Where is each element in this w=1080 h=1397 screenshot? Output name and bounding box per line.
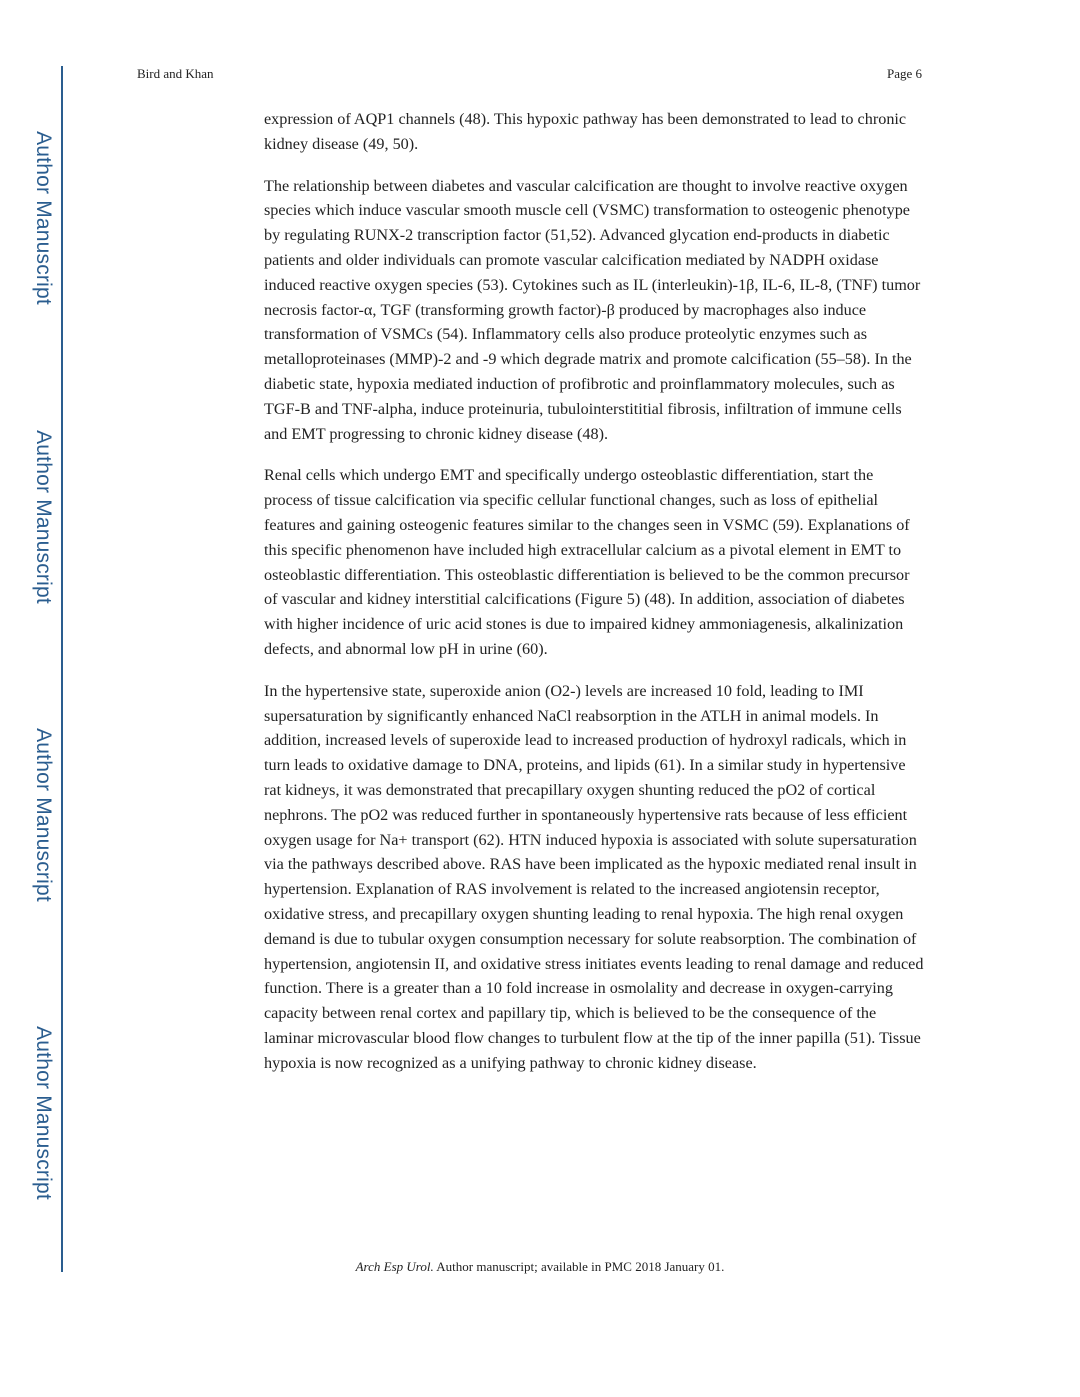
author-manuscript-label: Author Manuscript xyxy=(32,728,55,902)
sidebar-rule xyxy=(61,66,63,1272)
paragraph: The relationship between diabetes and vascular calcification are thought to involve reactive oxygen species which induce vascular smooth muscle cell (VSMC) transformation to osteogenic phenotype by regulating RUNX-2 transcription factor (51,52). Advanced glycation end-products in diabetic patients and older individuals can promote vascular calcification mediated by NADPH oxidase induced reactive oxygen species (53). Cytokines such as IL (interleukin)-1β, IL-6, IL-8, (TNF) tumor necrosis factor-α, TGF (transforming growth factor)-β produced by macrophages also induce transformation of VSMCs (54). Inflammatory cells also produce proteolytic enzymes such as metalloproteinases (MMP)-2 and -9 which degrade matrix and promote calcification (55–58). In the diabetic state, hypoxia mediated induction of profibrotic and proinflammatory molecules, such as TGF-B and TNF-alpha, induce proteinuria, tubulointerstititial fibrosis, infiltration of immune cells and EMT progressing to chronic kidney disease (48). xyxy=(264,176,921,443)
author-manuscript-label: Author Manuscript xyxy=(32,1026,55,1200)
paragraph: Renal cells which undergo EMT and specifically undergo osteoblastic differentiation, start the process of tissue calcification via specific cellular functional changes, such as loss of epithelial features and gaining osteogenic features similar to the changes seen in VSMC (59). Explanations of this specific phenomenon have included high extracellular calcium as a pivotal element in EMT to osteoblastic differentiation. This osteoblastic differentiation is believed to be the common precursor of vascular and kidney interstitial calcifications (Figure 5) (48). In addition, association of diabetes with higher incidence of uric acid stones is due to impaired kidney ammoniagenesis, alkalinization defects, and abnormal low pH in urine (60). xyxy=(264,466,910,658)
journal-name: Arch Esp Urol. xyxy=(355,1259,434,1274)
paragraph: expression of AQP1 channels (48). This hypoxic pathway has been demonstrated to lead to chronic kidney disease (49, 50). xyxy=(264,110,907,153)
running-head-authors: Bird and Khan xyxy=(137,66,214,81)
footer-note: Author manuscript; available in PMC 2018 January 01. xyxy=(433,1259,725,1274)
running-head-page-number: Page 6 xyxy=(886,66,922,81)
paragraph: In the hypertensive state, superoxide anion (O2-) levels are increased 10 fold, leading to IMI supersaturation by significantly enhanced NaCl reabsorption in the ATLH in animal models. In addition, increased levels of superoxide lead to increased production of hydroxyl radicals, which in turn leads to oxidative damage to DNA, proteins, and lipids (61). In a similar study in hypertensive rat kidneys, it was demonstrated that precapillary oxygen shunting reduced the pO2 of cortical nephrons. The pO2 was reduced further in spontaneously hypertensive rats because of less efficient oxygen usage for Na+ transport (62). HTN induced hypoxia is associated with solute supersaturation via the pathways described above. RAS have been implicated as the hypoxic mediated renal insult in hypertension. Explanation of RAS involvement is related to the increased angiotensin receptor, oxidative stress, and precapillary oxygen shunting leading to renal hypoxia. The high renal oxygen demand is due to tubular oxygen consumption necessary for solute reabsorption. The combination of hypertension, angiotensin II, and oxidative stress initiates events leading to renal damage and reduced function. There is a greater than a 10 fold increase in osmolality and decrease in oxygen-carrying capacity between renal cortex and papillary tip, which is believed to be the consequence of the laminar microvascular blood flow changes to turbulent flow at the tip of the inner papilla (51). Tissue hypoxia is now recognized as a unifying pathway to chronic kidney disease. xyxy=(264,681,924,1072)
article-body xyxy=(264,107,924,1092)
author-manuscript-label: Author Manuscript xyxy=(32,430,55,604)
page-footer xyxy=(0,1259,1080,1275)
author-manuscript-label: Author Manuscript xyxy=(32,131,55,305)
